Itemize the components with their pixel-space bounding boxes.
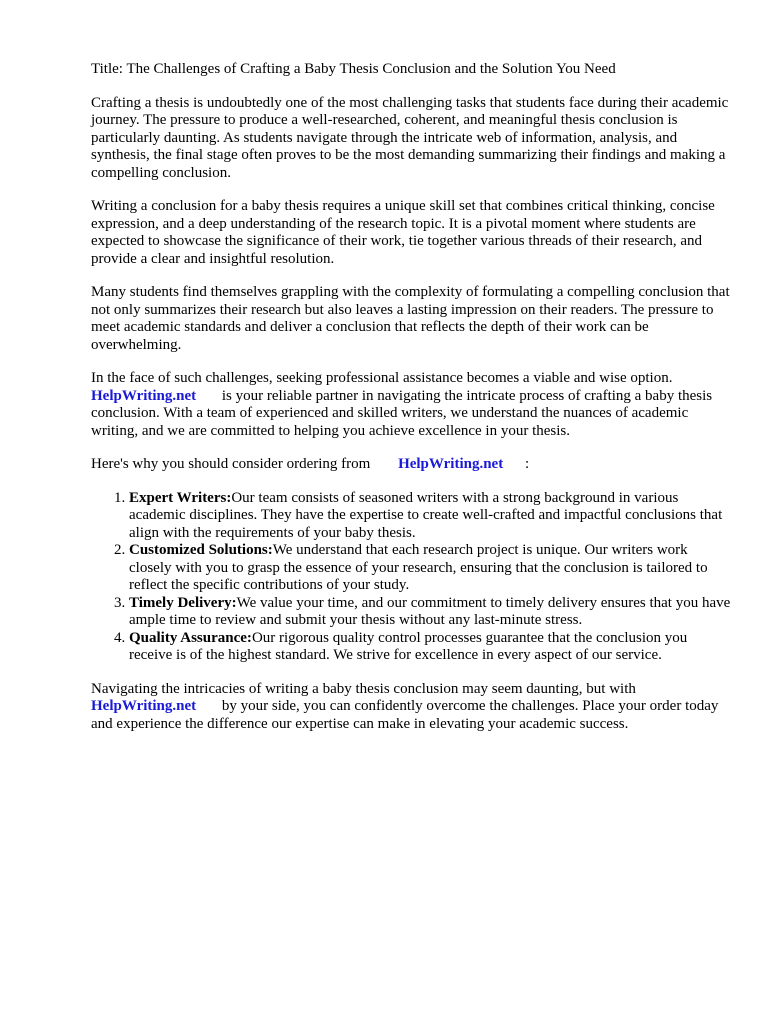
helpwriting-link-1[interactable]: HelpWriting.net: [91, 387, 197, 404]
list-item: [129, 595, 731, 630]
document-title: Title: The Challenges of Crafting a Baby Thesis Conclusion and the Solution You Need: [91, 61, 616, 77]
list-item-heading: Customized Solutions:: [129, 542, 273, 558]
paragraph-complexity: Many students find themselves grappling with the complexity of formulating a compelling conclusion that not only summarizes their research but also leaves a lasting impression on their readers. The pressure to meet academic standards and deliver a conclusion that reflects the depth of their work can be overwhelming.: [91, 284, 730, 353]
paragraph-intro: Crafting a thesis is undoubtedly one of the most challenging tasks that students face during their academic journey. The pressure to produce a well-researched, coherent, and meaningful thesis conclusion is particularly daunting. As students navigate through the intricate web of information, analysis, and synthesis, the final stage often proves to be the most demanding summarizing their findings and making a compelling conclusion.: [91, 94, 729, 181]
list-item-text: Our rigorous quality control processes guarantee that the conclusion you receive is of the highest standard. We strive for excellence in every aspect of our service.: [129, 629, 688, 663]
why-text-after: :: [524, 456, 530, 472]
paragraph-skills: Writing a conclusion for a baby thesis requires a unique skill set that combines critical thinking, concise expression, and a deep understanding of the research topic. It is a pivotal moment where students are expected to showcase the significance of their work, tie together various threads of their research, and provide a clear and insightful resolution.: [91, 198, 715, 267]
list-item: [129, 630, 731, 665]
closing-text-after: by your side, you can confidently overcome the challenges. Place your order today and experience the difference our expertise can make in elevating your academic success.: [91, 698, 719, 732]
list-item: [129, 490, 731, 543]
assistance-text-after: is your reliable partner in navigating the intricate process of crafting a baby thesis conclusion. With a team of experienced and skilled writers, we understand the nuances of academic writing, and we are committed to helping you achieve excellence in your thesis.: [91, 387, 713, 439]
list-item-heading: Quality Assurance:: [129, 629, 252, 646]
list-item: [129, 542, 731, 595]
list-item-text: We understand that each research project is unique. Our writers work closely with you to grasp the essence of your research, ensuring that the conclusion is tailored to reflect the specific contributions of your study.: [129, 542, 708, 593]
list-item-text: Our team consists of seasoned writers with a strong background in various academic disciplines. They have the expertise to create well-crafted and impactful conclusions that align with the requirements of your baby thesis.: [129, 489, 723, 541]
list-item-heading: Expert Writers:: [129, 489, 232, 506]
paragraph-why-order: [91, 456, 731, 474]
reasons-list: [91, 490, 731, 665]
closing-text-before: Navigating the intricacies of writing a baby thesis conclusion may seem daunting, but with: [91, 680, 636, 697]
list-item-text: We value your time, and our commitment to timely delivery ensures that you have ample time to review and submit your thesis without any last-minute stress.: [129, 594, 731, 628]
list-item-heading: Timely Delivery:: [129, 594, 237, 611]
assistance-text-before: In the face of such challenges, seeking professional assistance becomes a viable and wise option.: [91, 370, 673, 386]
paragraph-closing: [91, 681, 731, 734]
document-body: [91, 61, 731, 749]
why-text-before: Here's why you should consider ordering from: [91, 456, 371, 472]
helpwriting-link-2[interactable]: HelpWriting.net: [398, 456, 504, 472]
paragraph-assistance: [91, 370, 731, 440]
helpwriting-link-3[interactable]: HelpWriting.net: [91, 698, 197, 714]
